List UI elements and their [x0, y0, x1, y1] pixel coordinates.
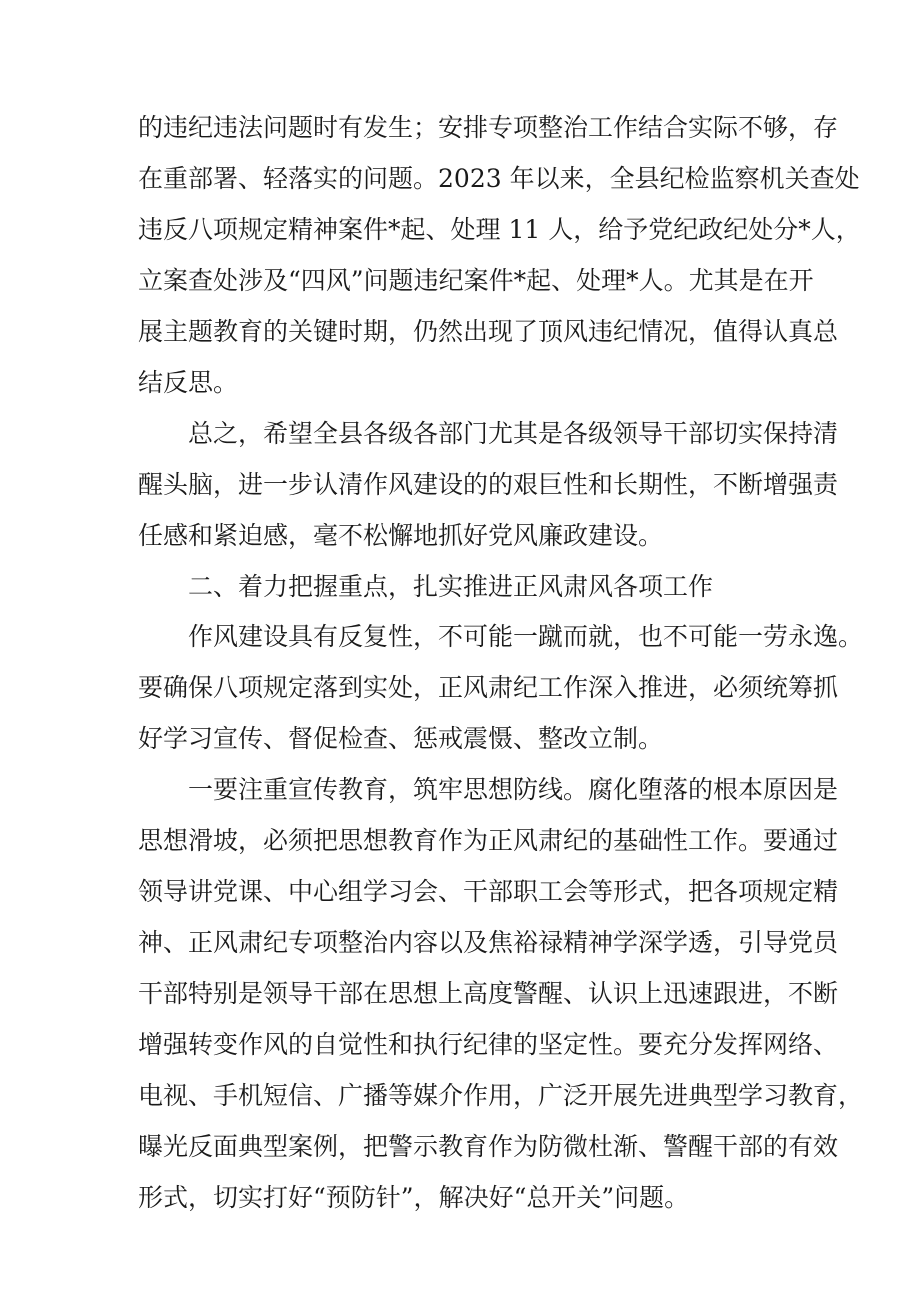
paragraph-first-line: 总之，希望全县各级各部门尤其是各级领导干部切实保持清: [188, 419, 839, 448]
text-line: 形式，切实打好“预防针”，解决好“总开关”问题。: [138, 1183, 690, 1212]
text-line: 电视、手机短信、广播等媒介作用，广泛开展先进典型学习教育，: [138, 1081, 864, 1110]
text-line: 任感和紧迫感，毫不松懈地抓好党风廉政建设。: [138, 521, 664, 550]
text-line: 好学习宣传、督促检查、惩戒震慑、整改立制。: [138, 724, 664, 753]
text-line: 结反思。: [138, 368, 239, 397]
text-line: 的违纪违法问题时有发生；安排专项整治工作结合实际不够，存: [138, 113, 839, 142]
text-line: 立案查处涉及“四风”问题违纪案件*起、处理*人。尤其是在开: [138, 266, 814, 295]
text-line: 神、正风肃纪专项整治内容以及焦裕禄精神学深学透，引导党员: [138, 928, 839, 957]
text-line: 违反八项规定精神案件*起、处理 11 人，给予党纪政纪处分*人，: [138, 215, 861, 244]
text-line: 要确保八项规定落到实处，正风肃纪工作深入推进，必须统筹抓: [138, 673, 839, 702]
text-line: 展主题教育的关键时期，仍然出现了顶风违纪情况，值得认真总: [138, 317, 839, 346]
text-line: 醒头脑，进一步认清作风建设的的艰巨性和长期性，不断增强责: [138, 470, 839, 499]
section-heading: 二、着力把握重点，扎实推进正风肃风各项工作: [188, 572, 714, 601]
text-line: 增强转变作风的自觉性和执行纪律的坚定性。要充分发挥网络、: [138, 1030, 839, 1059]
text-line: 干部特别是领导干部在思想上高度警醒、认识上迅速跟进，不断: [138, 979, 839, 1008]
text-line: 领导讲党课、中心组学习会、干部职工会等形式，把各项规定精: [138, 877, 839, 906]
paragraph-first-line: 一要注重宣传教育，筑牢思想防线。腐化堕落的根本原因是: [188, 775, 839, 804]
paragraph-first-line: 作风建设具有反复性，不可能一蹴而就，也不可能一劳永逸。: [188, 622, 864, 651]
text-line: 曝光反面典型案例，把警示教育作为防微杜渐、警醒干部的有效: [138, 1132, 839, 1161]
text-line: 思想滑坡，必须把思想教育作为正风肃纪的基础性工作。要通过: [138, 826, 839, 855]
text-line: 在重部署、轻落实的问题。2023 年以来，全县纪检监察机关查处: [138, 164, 860, 193]
